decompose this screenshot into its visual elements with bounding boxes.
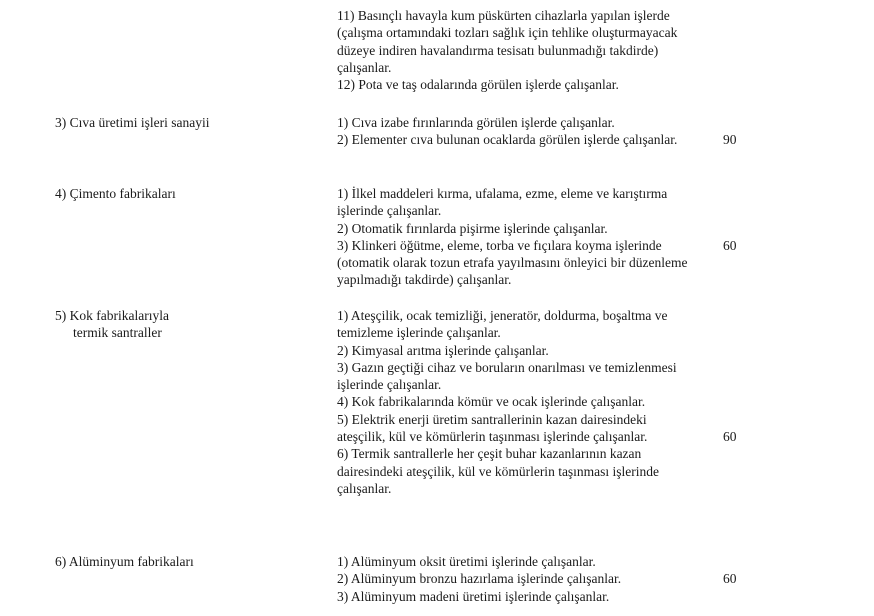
day-count: 60 <box>723 571 737 587</box>
value-cell <box>689 553 759 588</box>
category-label: 6) Alüminyum fabrikaları <box>55 554 194 569</box>
day-count: 90 <box>723 132 737 148</box>
table-row <box>55 307 759 497</box>
work-item: 3) Klinkeri öğütme, eleme, torba ve fıçılara koyma işlerinde (otomatik olarak tozun etrafa yayılmasını önleyici bir düzenleme yapılmadığı takdirde) çalışanlar. <box>337 237 688 288</box>
work-item: 1) İlkel maddeleri kırma, ufalama, ezme, eleme ve karıştırma işlerinde çalışanlar. <box>337 186 668 219</box>
work-item: 12) Pota ve taş odalarında görülen işlerde çalışanlar. <box>337 77 619 93</box>
category-cell <box>55 307 337 342</box>
work-item: 4) Kok fabrikalarında kömür ve ocak işlerinde çalışanlar. <box>337 394 646 410</box>
work-item: 1) Cıva izabe fırınlarında görülen işlerde çalışanlar. <box>337 115 615 130</box>
table-row <box>55 114 759 149</box>
items-cell <box>337 307 689 497</box>
work-item: 1) Ateşçilik, ocak temizliği, jeneratör, doldurma, boşaltma ve temizleme işlerinde çalışanlar. <box>337 308 668 341</box>
work-item: 2) Alüminyum bronzu hazırlama işlerinde çalışanlar. <box>337 571 622 587</box>
category-cell <box>55 553 337 570</box>
table-row <box>55 553 759 605</box>
items-cell <box>337 7 689 93</box>
items-cell <box>337 185 689 289</box>
work-item: 2) Otomatik fırınlarda pişirme işlerinde çalışanlar. <box>337 220 608 236</box>
value-cell <box>689 307 759 445</box>
work-item: 3) Alüminyum madeni üretimi işlerinde çalışanlar. <box>337 588 610 604</box>
category-cell <box>55 185 337 202</box>
category-label: 3) Cıva üretimi işleri sanayii <box>55 115 210 130</box>
category-label-line2: termik santraller <box>73 325 162 341</box>
day-count: 60 <box>723 237 737 253</box>
work-item: 2) Elementer cıva bulunan ocaklarda görülen işlerde çalışanlar. <box>337 132 678 148</box>
items-cell <box>337 114 689 149</box>
category-label: 5) Kok fabrikalarıyla <box>55 308 169 323</box>
value-cell <box>689 185 759 254</box>
day-count: 60 <box>723 429 737 445</box>
category-cell <box>55 114 337 131</box>
work-item: 2) Kimyasal arıtma işlerinde çalışanlar. <box>337 342 549 358</box>
work-item: 11) Basınçlı havayla kum püskürten cihazlarla yapılan işlerde (çalışma ortamındaki tozları sağlık için tehlike oluşturmayacak düzeye indiren havalandırma tesisatı bulunmadığı takdirde) çalışanlar. <box>337 8 678 75</box>
table-row <box>55 7 759 93</box>
work-item: 1) Alüminyum oksit üretimi işlerinde çalışanlar. <box>337 554 596 569</box>
work-item: 5) Elektrik enerji üretim santrallerinin kazan dairesindeki ateşçilik, kül ve kömürlerin taşınması işlerinde çalışanlar. <box>337 411 648 445</box>
items-cell <box>337 553 689 605</box>
work-item: 3) Gazın geçtiği cihaz ve boruların onarılması ve temizlenmesi işlerinde çalışanlar. <box>337 359 677 393</box>
work-item: 6) Termik santrallerle her çeşit buhar kazanlarının kazan dairesindeki ateşçilik, kül ve kömürlerin taşınması işlerinde çalışanlar. <box>337 446 660 496</box>
table-row <box>55 185 759 289</box>
value-cell <box>689 114 759 149</box>
category-label: 4) Çimento fabrikaları <box>55 186 176 201</box>
